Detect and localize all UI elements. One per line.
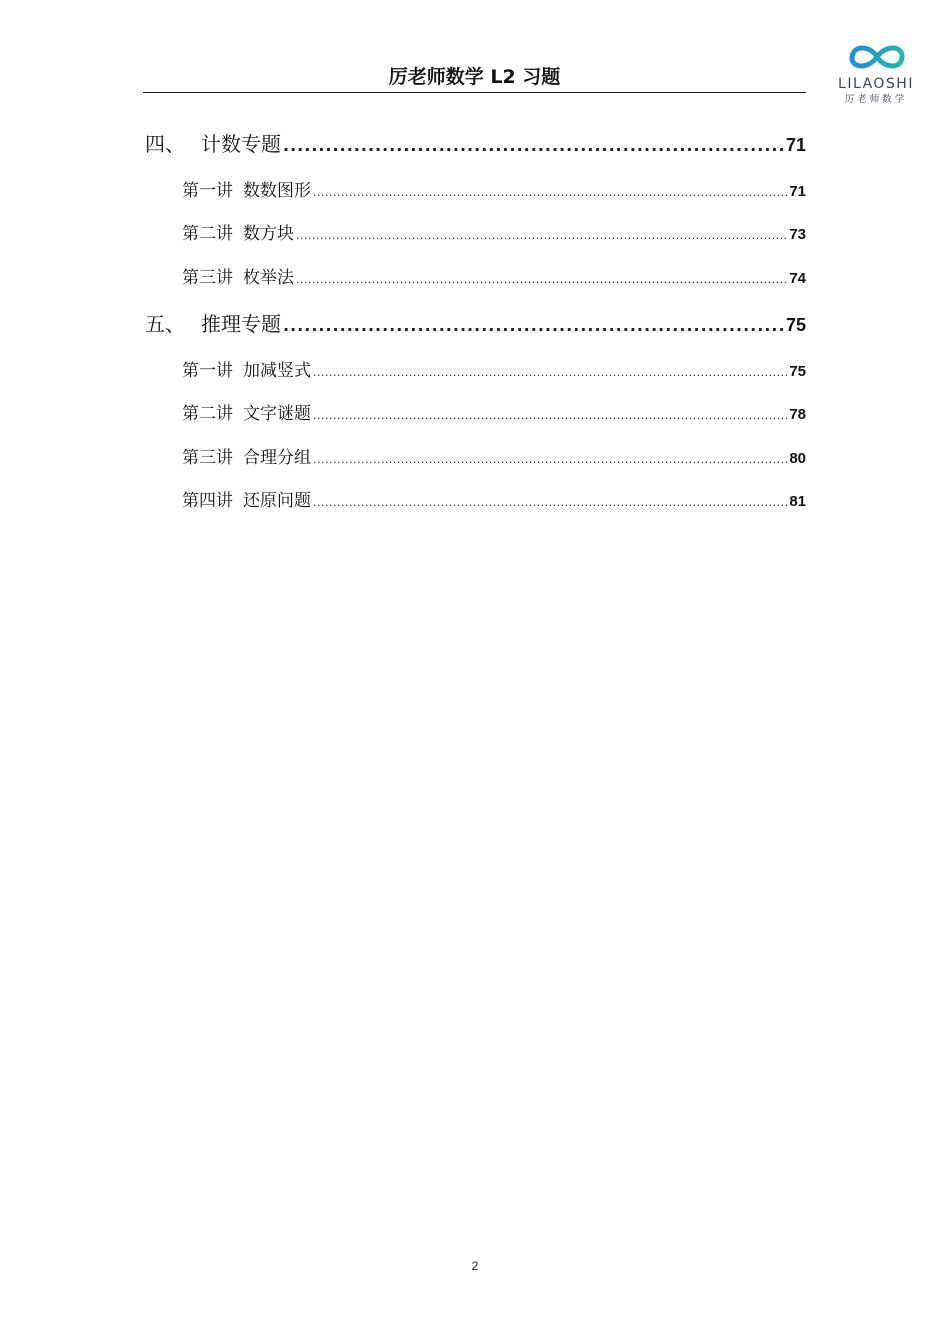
dot-leader	[296, 273, 787, 286]
lilaoshi-logo	[826, 40, 926, 110]
lecture-number: 第二讲	[182, 404, 233, 424]
lecture-page-number: 74	[789, 270, 806, 287]
lecture-title: 合理分组	[243, 448, 311, 468]
lecture-number: 第四讲	[182, 491, 233, 511]
lecture-number: 第三讲	[182, 448, 233, 468]
lecture-number: 第二讲	[182, 224, 233, 244]
dot-leader	[313, 409, 787, 422]
lecture-number: 第三讲	[182, 268, 233, 288]
lecture-page-number: 80	[789, 450, 806, 467]
toc-lecture-row[interactable]	[182, 219, 806, 244]
toc-lecture-row[interactable]	[182, 176, 806, 201]
dot-leader	[283, 316, 784, 335]
lecture-page-number: 78	[789, 406, 806, 423]
lecture-page-number: 81	[789, 493, 806, 510]
dot-leader	[296, 229, 787, 242]
chapter-number: 五、	[145, 312, 185, 336]
chapter-number: 四、	[145, 132, 185, 156]
lecture-number: 第一讲	[182, 181, 233, 201]
toc-lecture-row[interactable]	[182, 486, 806, 511]
chapter-page-number: 75	[785, 315, 806, 335]
lecture-title: 枚举法	[243, 268, 294, 288]
infinity-logo-icon	[846, 40, 908, 74]
lecture-number: 第一讲	[182, 361, 233, 381]
dot-leader	[313, 186, 787, 199]
header-divider	[143, 92, 806, 93]
lecture-title: 数数图形	[243, 181, 311, 201]
lecture-page-number: 75	[789, 363, 806, 380]
toc-chapter-row[interactable]	[145, 308, 806, 337]
lecture-title: 还原问题	[243, 491, 311, 511]
toc-lecture-row[interactable]	[182, 263, 806, 288]
toc-lecture-row[interactable]	[182, 356, 806, 381]
lecture-title: 加减竖式	[243, 361, 311, 381]
toc-lecture-row[interactable]	[182, 443, 806, 468]
toc-lecture-row[interactable]	[182, 399, 806, 424]
lecture-title: 数方块	[243, 224, 294, 244]
chapter-title: 计数专题	[201, 132, 281, 156]
lecture-title: 文字谜题	[243, 404, 311, 424]
logo-wordmark: LILAOSHI	[838, 76, 914, 92]
dot-leader	[313, 496, 787, 509]
dot-leader	[313, 366, 787, 379]
dot-leader	[283, 136, 784, 155]
page-number: 2	[471, 1259, 479, 1273]
lecture-page-number: 73	[789, 226, 806, 243]
dot-leader	[313, 453, 787, 466]
chapter-page-number: 71	[785, 135, 806, 155]
document-title: 厉老师数学 L2 习题	[388, 66, 561, 88]
logo-subtitle: 厉老师数学	[844, 94, 908, 105]
toc-chapter-row[interactable]	[145, 128, 806, 157]
lecture-page-number: 71	[789, 183, 806, 200]
chapter-title: 推理专题	[201, 312, 281, 336]
